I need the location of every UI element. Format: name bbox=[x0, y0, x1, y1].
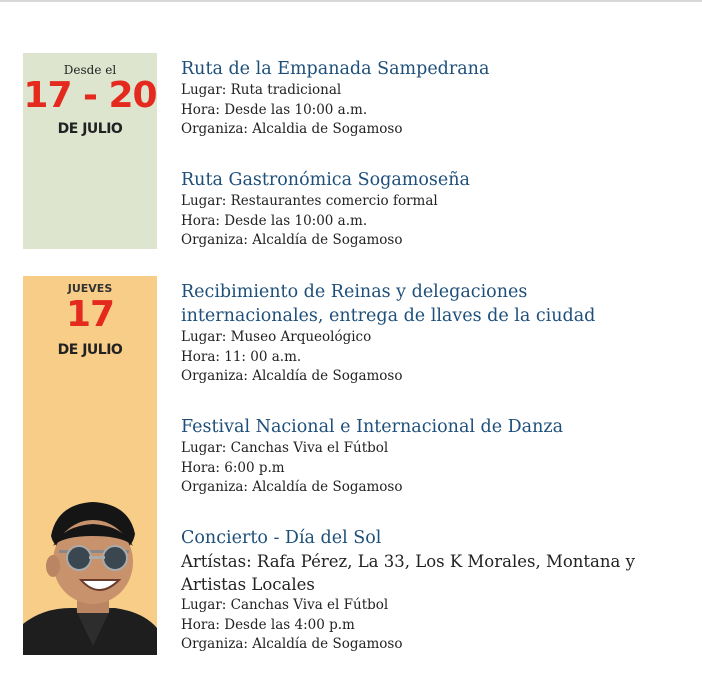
event-recibimiento-reinas bbox=[181, 280, 691, 387]
event-organizer: Organiza: Alcaldía de Sogamoso bbox=[181, 232, 403, 248]
date-box-17-20 bbox=[23, 53, 157, 249]
artist-photo-illustration bbox=[23, 496, 157, 655]
date-box-jueves-17 bbox=[23, 276, 157, 655]
event-location: Lugar: Ruta tradicional bbox=[181, 82, 342, 98]
event-title-line-2: internacionales, entrega de llaves de la ciudad bbox=[181, 306, 596, 326]
event-time: Hora: Desde las 10:00 a.m. bbox=[181, 212, 368, 229]
event-concierto-dia-del-sol bbox=[181, 526, 691, 655]
event-time: Hora: 11: 00 a.m. bbox=[181, 348, 302, 365]
event-title: Ruta de la Empanada Sampedrana bbox=[181, 59, 490, 79]
event-title-line-1: Recibimiento de Reinas y delegaciones bbox=[181, 282, 528, 302]
top-divider bbox=[0, 0, 702, 2]
event-organizer: Organiza: Alcaldía de Sogamoso bbox=[181, 636, 403, 652]
date-month: DE JULIO bbox=[57, 342, 123, 358]
date-prefix: Desde el bbox=[63, 63, 117, 77]
event-title: Concierto - Día del Sol bbox=[181, 528, 382, 548]
date-range: 17 - 20 bbox=[23, 75, 157, 116]
event-organizer: Organiza: Alcaldia de Sogamoso bbox=[181, 121, 403, 137]
event-time: Hora: Desde las 10:00 a.m. bbox=[181, 101, 368, 118]
artist-photo bbox=[23, 496, 157, 655]
event-location: Lugar: Museo Arqueológico bbox=[181, 329, 372, 345]
event-organizer: Organiza: Alcaldía de Sogamoso bbox=[181, 368, 403, 384]
event-location: Lugar: Restaurantes comercio formal bbox=[181, 193, 438, 209]
event-time: Hora: 6:00 p.m bbox=[181, 459, 285, 476]
event-artists-line-1: Artístas: Rafa Pérez, La 33, Los K Morales, Montana y bbox=[181, 552, 635, 571]
event-festival-danza bbox=[181, 415, 681, 498]
event-organizer: Organiza: Alcaldía de Sogamoso bbox=[181, 479, 403, 495]
event-title: Festival Nacional e Internacional de Danza bbox=[181, 417, 564, 437]
event-location: Lugar: Canchas Viva el Fútbol bbox=[181, 597, 389, 613]
event-time: Hora: Desde las 4:00 p.m bbox=[181, 616, 355, 633]
event-artists-line-2: Artistas Locales bbox=[181, 575, 315, 594]
event-location: Lugar: Canchas Viva el Fútbol bbox=[181, 440, 389, 456]
date-weekday: JUEVES bbox=[67, 282, 113, 295]
event-title: Ruta Gastronómica Sogamoseña bbox=[181, 170, 470, 190]
event-ruta-gastronomica bbox=[181, 168, 681, 251]
date-day: 17 bbox=[65, 294, 115, 335]
date-month: DE JULIO bbox=[57, 121, 123, 137]
event-ruta-empanada bbox=[181, 57, 681, 140]
